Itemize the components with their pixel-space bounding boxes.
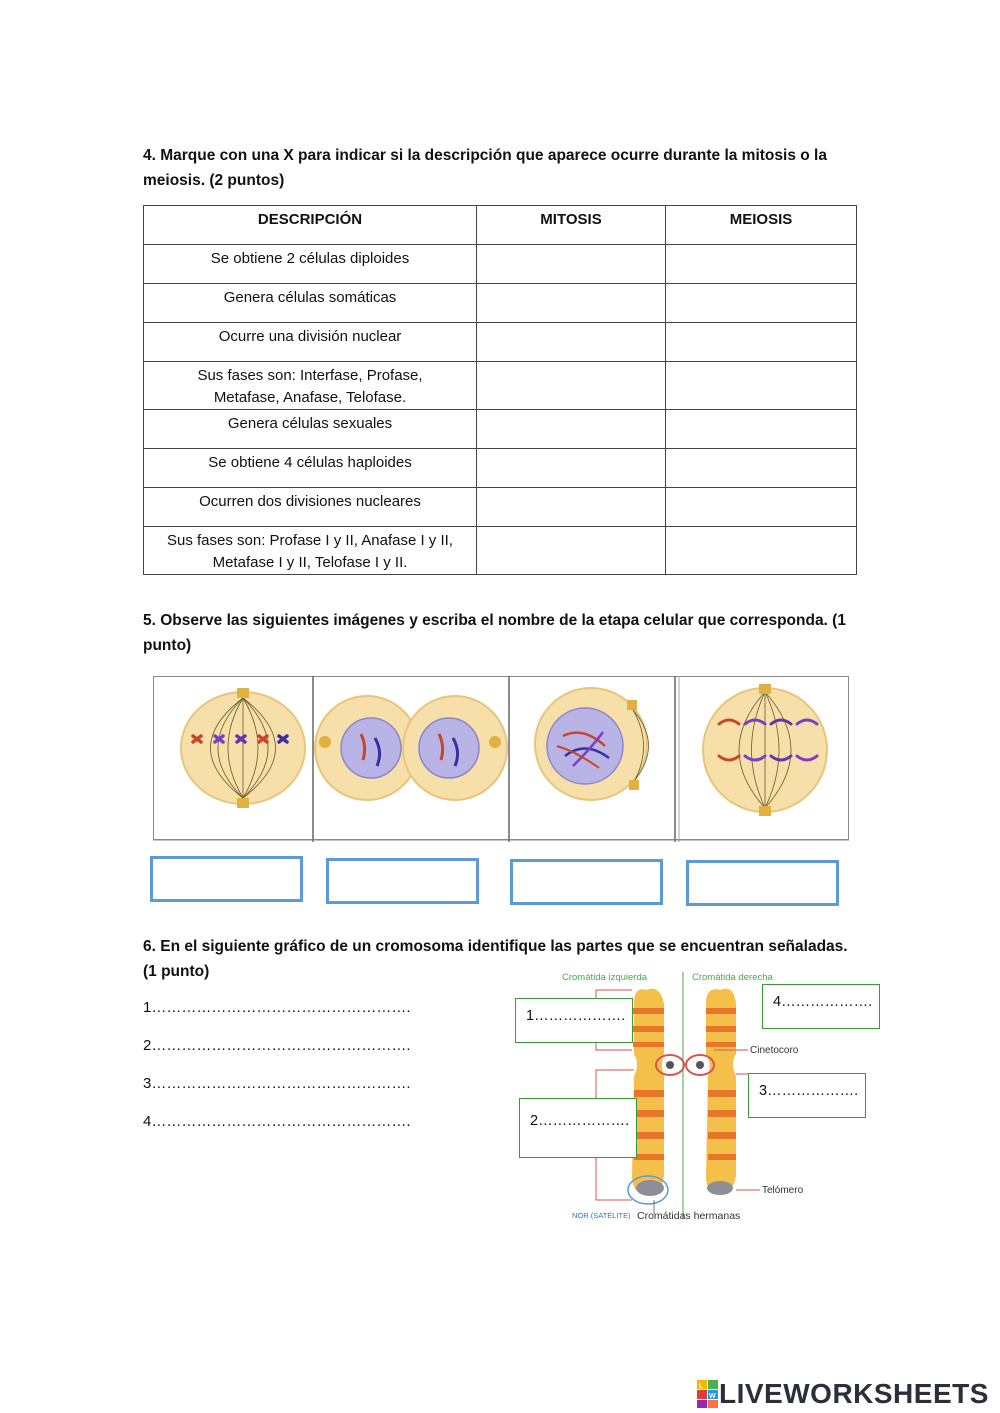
row-description: Se obtiene 2 células diploides: [144, 245, 477, 284]
table-row: [144, 488, 857, 527]
meiosis-cell[interactable]: [666, 245, 857, 284]
mitosis-cell[interactable]: [477, 527, 666, 575]
row-description: Ocurre una división nuclear: [144, 323, 477, 362]
row-description: [144, 527, 477, 575]
mitosis-cell[interactable]: [477, 362, 666, 410]
mitosis-cell[interactable]: [477, 488, 666, 527]
chromosome-label-box-4[interactable]: 4……………….: [762, 984, 880, 1029]
row-description: [144, 362, 477, 410]
prophase-cell: [535, 688, 649, 800]
stage-answer-2[interactable]: [326, 858, 479, 904]
row-description: Genera células sexuales: [144, 410, 477, 449]
stage-answer-4[interactable]: [686, 860, 839, 906]
stage-answer-3[interactable]: [510, 859, 663, 905]
row-description: Ocurren dos divisiones nucleares: [144, 488, 477, 527]
table-header-row: [144, 206, 857, 245]
label-cromatida-derecha: Cromátida derecha: [692, 972, 773, 983]
header-descripcion: DESCRIPCIÓN: [144, 206, 477, 245]
header-mitosis: MITOSIS: [477, 206, 666, 245]
row-description: Se obtiene 4 células haploides: [144, 449, 477, 488]
right-chromatid: [706, 989, 736, 1195]
label-nor-satelite: NOR (SATÉLITE): [572, 1211, 631, 1220]
chromosome-label-box-1[interactable]: 1……………….: [515, 998, 633, 1043]
left-chromatid: [632, 989, 664, 1196]
answer-line-2[interactable]: 2…………………………………………….: [143, 1037, 411, 1054]
logo-badge-letter: W: [709, 1393, 716, 1400]
row-description-line: Metafase I y II, Telofase I y II.: [212, 554, 408, 571]
label-telomero: Telómero: [762, 1185, 804, 1196]
answer-line-3[interactable]: 3…………………………………………….: [143, 1075, 411, 1092]
chromosome-label-box-3[interactable]: 3……………….: [748, 1073, 866, 1118]
label-cromatidas-hermanas: Cromátidas hermanas: [637, 1210, 741, 1222]
mitosis-cell[interactable]: [477, 449, 666, 488]
table-row: [144, 245, 857, 284]
logo-badge-letter: L: [699, 1383, 704, 1390]
mitosis-cell[interactable]: [477, 284, 666, 323]
header-meiosis: MEIOSIS: [666, 206, 857, 245]
meiosis-cell[interactable]: [666, 527, 857, 575]
liveworksheets-logo: [697, 1378, 989, 1410]
row-description: Genera células somáticas: [144, 284, 477, 323]
answer-line-4[interactable]: 4…………………………………………….: [143, 1113, 411, 1130]
mitosis-meiosis-table: [143, 205, 857, 575]
table-row: [144, 284, 857, 323]
meiosis-cell[interactable]: [666, 410, 857, 449]
table-row: [144, 323, 857, 362]
liveworksheets-logo-text: LIVEWORKSHEETS: [719, 1378, 989, 1409]
label-cinetocoro: Cinetocoro: [750, 1045, 799, 1056]
question-5-prompt: 5. Observe las siguientes imágenes y escriba el nombre de la etapa celular que corresponda. (1 punto): [143, 612, 846, 654]
question-4-prompt: 4. Marque con una X para indicar si la descripción que aparece ocurre durante la mitosis o la meiosis. (2 puntos): [143, 147, 827, 189]
label-cromatida-izquierda: Cromátida izquierda: [562, 972, 648, 983]
mitosis-cell[interactable]: [477, 410, 666, 449]
meiosis-cell[interactable]: [666, 323, 857, 362]
meiosis-cell[interactable]: [666, 488, 857, 527]
mitosis-cell[interactable]: [477, 323, 666, 362]
table-row: [144, 410, 857, 449]
row-description-line: Sus fases son: Interfase, Profase,: [197, 367, 423, 384]
liveworksheets-badge-icon: [697, 1380, 719, 1408]
mitosis-cell[interactable]: [477, 245, 666, 284]
table-row: [144, 362, 857, 410]
chromosome-label-box-2[interactable]: 2……………….: [519, 1098, 637, 1158]
cell-stages-illustration: [153, 676, 849, 842]
row-description-line: Sus fases son: Profase I y II, Anafase I y II,: [167, 532, 453, 549]
answer-line-1[interactable]: 1…………………………………………….: [143, 999, 411, 1016]
row-description-line: Metafase, Anafase, Telofase.: [213, 389, 407, 406]
question-6-prompt: 6. En el siguiente gráfico de un cromosoma identifique las partes que se encuentran señaladas. (1 punto): [143, 938, 848, 980]
meiosis-cell[interactable]: [666, 449, 857, 488]
meiosis-cell[interactable]: [666, 362, 857, 410]
table-row: [144, 527, 857, 575]
answer-lines: [143, 997, 411, 1149]
meiosis-cell[interactable]: [666, 284, 857, 323]
stage-answer-1[interactable]: [150, 856, 303, 902]
table-row: [144, 449, 857, 488]
